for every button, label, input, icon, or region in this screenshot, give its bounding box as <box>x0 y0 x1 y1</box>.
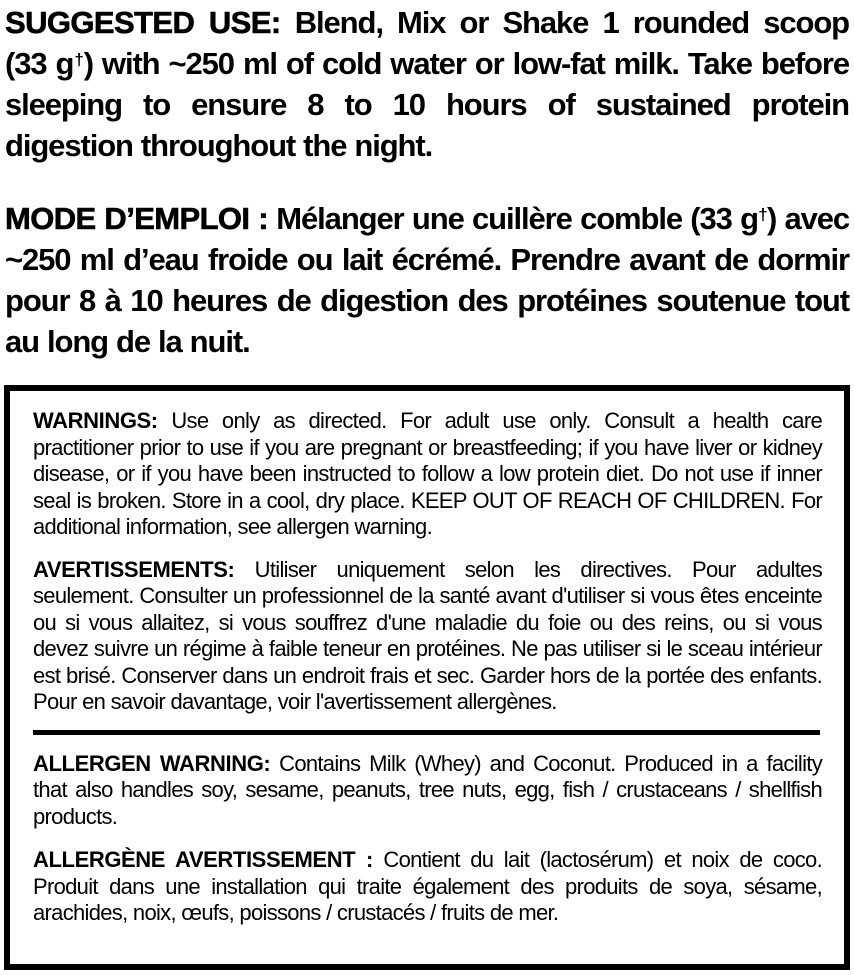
horizontal-divider <box>33 730 820 735</box>
avertissements-paragraph <box>33 557 822 716</box>
allergen-warning-heading: ALLERGEN WARNING: <box>33 750 271 776</box>
allergene-avertissement-text: Contient du lait (lactosérum) et noix de coco. Produit dans une installation qui traite également des produits de soya, sésame, arachides, noix, œufs, poissons / crustacés / fruits de mer. <box>33 847 822 925</box>
suggested-use-text-part1: Blend, Mix or Shake 1 rounded scoop (33 g <box>5 5 849 81</box>
warnings-paragraph <box>33 408 822 541</box>
mode-emploi-heading: MODE D’EMPLOI : <box>5 201 268 236</box>
mode-emploi-text-part2: ) avec ~250 ml d’eau froide ou lait écrémé. Prendre avant de dormir pour 8 à 10 heures de digestion des protéines soutenue tout au long de la nuit. <box>5 201 850 359</box>
dagger-symbol: † <box>73 49 84 69</box>
warnings-box <box>4 385 850 970</box>
suggested-use-heading: SUGGESTED USE: <box>5 5 281 40</box>
warnings-heading: WARNINGS: <box>33 408 158 433</box>
avertissements-text: Utiliser uniquement selon les directives. Pour adultes seulement. Consulter un professionnel de la santé avant d'utiliser si vous êtes enceinte ou si vous allaitez, si vous souffrez d'une maladie du foie ou des reins, ou si vous devez suivre un régime à faible teneur en protéines. Ne pas utiliser si le sceau intérieur est brisé. Conserver dans un endroit frais et sec. Garder hors de la portée des enfants. Pour en savoir davantage, voir l'avertissement allergènes. <box>33 556 822 714</box>
suggested-use-paragraph <box>5 2 849 166</box>
mode-emploi-text-part1: Mélanger une cuillère comble (33 g <box>276 201 758 236</box>
dagger-symbol: † <box>757 204 767 224</box>
warnings-text: Use only as directed. For adult use only. Consult a health care practitioner prior to use if you are pregnant or breastfeeding; if you have liver or kidney disease, or if you have been instructed to follow a low protein diet. Do not use if inner seal is broken. Store in a cool, dry place. KEEP OUT OF REACH OF CHILDREN. For additional information, see allergen warning. <box>33 408 822 539</box>
allergene-avertissement-heading: ALLERGÈNE AVERTISSEMENT : <box>33 847 373 872</box>
allergene-avertissement-paragraph <box>33 847 822 927</box>
suggested-use-text-part2: ) with ~250 ml of cold water or low-fat milk. Take before sleeping to ensure 8 to 10 hours of sustained protein digestion throughout the night. <box>5 46 849 163</box>
allergen-warning-paragraph <box>33 751 822 831</box>
mode-emploi-paragraph <box>5 198 849 362</box>
avertissements-heading: AVERTISSEMENTS: <box>33 556 235 582</box>
allergen-warning-text: Contains Milk (Whey) and Coconut. Produced in a facility that also handles soy, sesame, peanuts, tree nuts, egg, fish / crustaceans / shellfish products. <box>33 750 822 829</box>
